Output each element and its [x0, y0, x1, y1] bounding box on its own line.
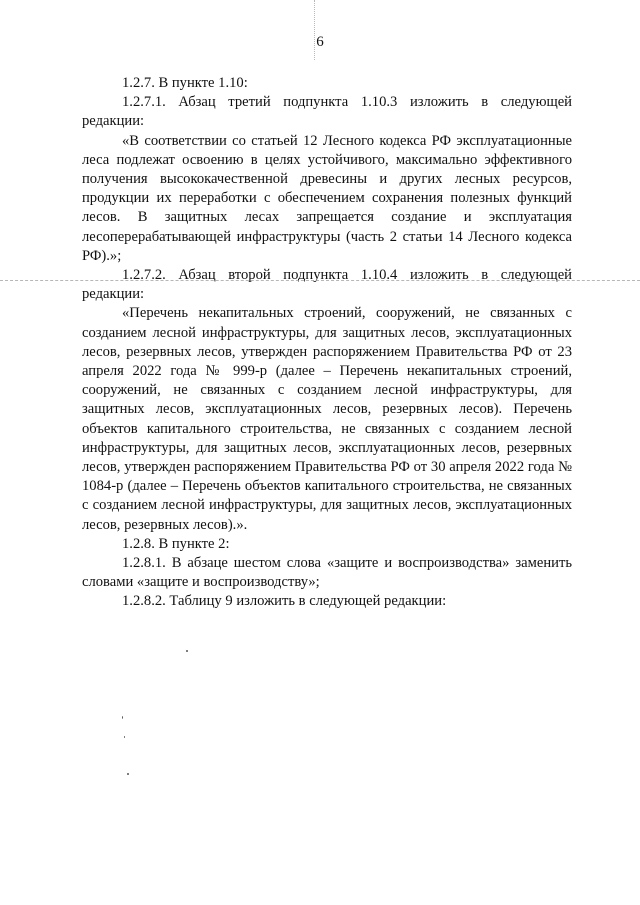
- scan-speck: [127, 773, 129, 775]
- paragraph-1-2-8-2: 1.2.8.2. Таблицу 9 изложить в следующей редакции:: [122, 593, 447, 610]
- scan-fold-mark: [314, 0, 315, 60]
- page-number: 6: [316, 34, 324, 50]
- scan-artifact-line: [0, 280, 640, 281]
- section-1-2-8-heading: 1.2.8. В пункте 2:: [122, 535, 230, 552]
- scan-speck: [124, 736, 125, 738]
- document-body: [82, 74, 572, 612]
- paragraph-1-2-7-1: 1.2.7.1. Абзац третий подпункта 1.10.3 изложить в следующей редакции:: [82, 94, 572, 130]
- quote-forest-code-article-12: «В соответствии со статьей 12 Лесного кодекса РФ эксплуатационные леса подлежат освоению в целях устойчивого, максимально эффективного получения высококачественной древесины и других лесных ресурсов, продукции их переработки с обеспечением сохранения полезных функций лесов. В защитных лесах запрещается создание и эксплуатация лесоперерабатывающей инфраструктуры (часть 2 статьи 14 Лесного кодекса РФ).»;: [82, 132, 572, 264]
- paragraph-1-2-8-1: 1.2.8.1. В абзаце шестом слова «защите и воспроизводства» заменить словами «защите и воспроизводству»;: [82, 555, 572, 591]
- scan-speck: [186, 650, 188, 652]
- scan-speck: [122, 716, 123, 719]
- paragraph-1-2-7-2: 1.2.7.2. Абзац второй подпункта 1.10.4 изложить в следующей редакции:: [82, 267, 572, 303]
- section-1-2-7-heading: 1.2.7. В пункте 1.10:: [122, 75, 248, 91]
- quote-lists-of-structures: «Перечень некапитальных строений, сооружений, не связанных с созданием лесной инфраструктуры, для защитных лесов, эксплуатационных лесов, резервных лесов, утвержден распоряжением Правительства РФ от 23 апреля 2022 года № 999-р (далее – Перечень некапитальных строений, сооружений, не связанных с созданием лесной инфраструктуры, для защитных лесов, эксплуатационных лесов, резервных лесов). Перечень объектов капитального строительства, не связанных с созданием лесной инфраструктуры, для защитных лесов, эксплуатационных лесов, резервных лесов, утвержден распоряжением Правительства РФ от 30 апреля 2022 года № 1084-р (далее – Перечень объектов капитального строительства, не связанных с созданием лесной инфраструктуры, для защитных лесов, эксплуатационных лесов, резервных лесов).».: [82, 305, 572, 533]
